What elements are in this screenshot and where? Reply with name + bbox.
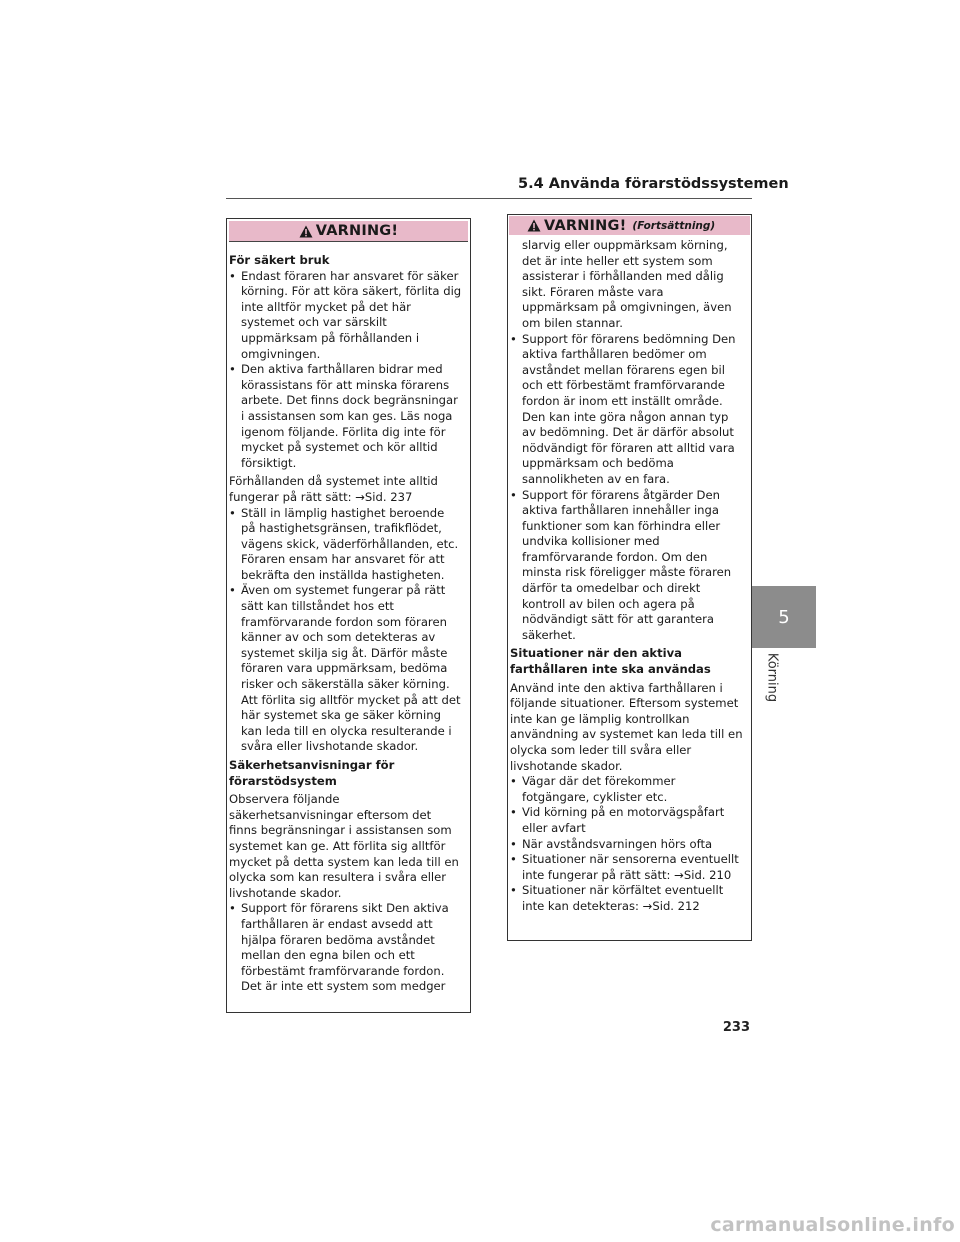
warning-box-left <box>226 218 471 1013</box>
warning-header <box>229 221 468 242</box>
warning-header-continued <box>509 216 750 235</box>
bullet-item: • Vid körning på en motorvägspåfart eller avfart <box>510 805 743 836</box>
subheading: Säkerhetsanvisningar för förarstödsystem <box>229 758 395 788</box>
bullet-item: • Ställ in lämplig hastighet beroende på hastighetsgränsen, trafikflödet, vägens skick, väderförhållanden, etc. Föraren ensam har ansvaret för att bekräfta den inställda hastigheten. <box>229 506 462 584</box>
chapter-label <box>762 648 782 708</box>
bullet-item: • Vägar där det förekommer fotgängare, cyklister etc. <box>510 774 743 805</box>
bullet-item: • Support för förarens sikt Den aktiva farthållaren är endast avsedd att hjälpa föraren bedöma avståndet mellan den egna bilen och ett förbestämt framförvarande fordon. Det är inte ett system som medger <box>229 901 462 995</box>
chapter-number: 5 <box>778 606 790 628</box>
section-header: 5.4 Använda förarstödssystemen <box>518 176 789 192</box>
chapter-tab <box>752 586 816 648</box>
bullet-item: • Endast föraren har ansvaret för säker körning. För att köra säkert, förlita dig inte alltför mycket på det här systemet och var särskilt uppmärksam på förhållanden i omgivningen. <box>229 269 462 363</box>
page-number: 233 <box>722 1020 750 1035</box>
bullet-item: • Situationer när körfältet eventuellt inte kan detekteras: →Sid. 212 <box>510 883 743 914</box>
warning-title: VARNING! <box>315 223 399 239</box>
warning-box-right <box>507 214 752 941</box>
watermark: carmanualsonline.info <box>710 1214 955 1236</box>
paragraph: Förhållanden då systemet inte alltid fungerar på rätt sätt: →Sid. 237 <box>229 474 438 504</box>
continued-label: (Fortsättning) <box>632 219 716 232</box>
warning-content <box>227 242 470 995</box>
bullet-item: • Support för förarens åtgärder Den aktiva farthållaren innehåller inga funktioner som kan förhindra eller undvika kollisioner med framförvarande fordon. Om den minsta risk föreligger måste föraren därför ta omedelbar och direkt kontroll av bilen och agera på nödvändigt sätt för att garantera säkerhet. <box>510 488 743 644</box>
bullet-item: • Situationer när sensorerna eventuellt inte fungerar på rätt sätt: →Sid. 210 <box>510 852 743 883</box>
chapter-label-text: Körning <box>764 652 780 703</box>
bullet-item: • Även om systemet fungerar på rätt sätt kan tillståndet hos ett framförvarande fordon som föraren känner av och som detekteras av systemet skilja sig åt. Därför måste föraren vara uppmärksam, bedöma risker och säkerställa säker körning. Att förlita sig alltför mycket på att det här systemet ska ge säker körning kan leda till en olycka resulterande i svåra eller livshotande skador. <box>229 583 462 755</box>
paragraph: Använd inte den aktiva farthållaren i följande situationer. Eftersom systemet inte kan ge lämplig kontrollkan användning av systemet kan leda till en olycka som leder till svåra eller livshotande skador. <box>510 680 743 773</box>
header-divider <box>226 198 752 199</box>
warning-triangle-icon <box>299 225 313 238</box>
continued-bullet-text: slarvig eller ouppmärksam körning, det är inte heller ett system som assisterar i förhållanden med dålig sikt. Föraren måste vara uppmärksam på omgivningen, även om bilen stannar. <box>522 238 732 330</box>
bullet-item: • Support för förarens bedömning Den aktiva farthållaren bedömer om avståndet mellan förarens egen bil och ett förbestämt framförvarande fordon är inom ett inställt område. Den kan inte göra någon annan typ av bedömning. Det är därför absolut nödvändigt för föraren att alltid vara uppmärksam och bedöma sannolikheten av en fara. <box>510 332 743 488</box>
subheading: För säkert bruk <box>229 253 330 267</box>
paragraph: Observera följande säkerhetsanvisningar eftersom det finns begränsningar i assistansen som systemet kan ge. Att förlita sig alltför mycket på detta system kan leda till en olycka som kan resultera i svåra eller livshotande skador. <box>229 792 459 900</box>
warning-triangle-icon <box>527 219 541 232</box>
bullet-item: • När avståndsvarningen hörs ofta <box>510 837 743 853</box>
warning-title: VARNING! <box>544 217 627 234</box>
warning-content <box>508 235 751 915</box>
subheading: Situationer när den aktiva farthållaren inte ska användas <box>510 646 711 677</box>
bullet-item: • Den aktiva farthållaren bidrar med körassistans för att minska förarens arbete. Det finns dock begränsningar i assistansen som kan ges. Läs noga igenom följande. Förlita dig inte för mycket på systemet och kör alltid försiktigt. <box>229 362 462 471</box>
